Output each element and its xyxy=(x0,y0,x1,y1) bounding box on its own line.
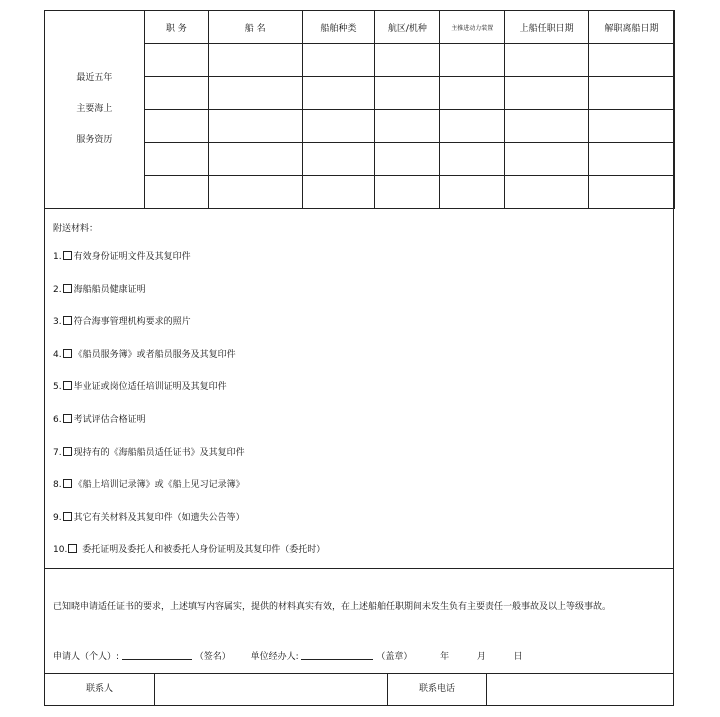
table-cell[interactable] xyxy=(589,44,675,77)
table-cell[interactable] xyxy=(375,176,440,209)
checkbox[interactable] xyxy=(63,349,72,358)
attachments-section xyxy=(45,209,673,569)
attachment-item xyxy=(53,414,325,447)
table-cell[interactable] xyxy=(440,110,505,143)
table-cell[interactable] xyxy=(440,143,505,176)
table-cell[interactable] xyxy=(440,44,505,77)
month-label: 月 xyxy=(476,652,486,662)
sea-service-table xyxy=(44,10,675,209)
table-cell[interactable] xyxy=(375,143,440,176)
attachments-title: 附送材料： xyxy=(53,224,99,234)
attachment-text: 其它有关材料及其复印件（如遗失公告等） xyxy=(73,512,245,523)
attachment-item xyxy=(53,349,325,382)
unit-seal-note: （盖章） xyxy=(376,652,413,662)
contact-phone-label: 联系电话 xyxy=(388,674,487,705)
attachments-list xyxy=(53,251,325,577)
table-cell[interactable] xyxy=(375,77,440,110)
declaration-statement: 已知晓申请适任证书的要求，上述填写内容属实，提供的材料真实有效，在上述船舶任职期间未发生负有主要责任一般事故及以上等级事故。 xyxy=(53,602,612,612)
table-cell[interactable] xyxy=(144,143,208,176)
table-cell[interactable] xyxy=(144,77,208,110)
table-cell[interactable] xyxy=(302,44,375,77)
table-cell[interactable] xyxy=(302,77,375,110)
table-cell[interactable] xyxy=(589,176,675,209)
attachment-number: 7. xyxy=(53,447,62,458)
attachment-text: 毕业证或岗位适任培训证明及其复印件 xyxy=(73,382,227,393)
table-cell[interactable] xyxy=(440,176,505,209)
table-cell[interactable] xyxy=(505,143,589,176)
attachment-item xyxy=(53,251,325,284)
header-ship-type: 船舶种类 xyxy=(302,11,375,44)
table-cell[interactable] xyxy=(208,110,302,143)
header-position: 职 务 xyxy=(144,11,208,44)
table-cell[interactable] xyxy=(302,176,375,209)
row-label-line: 最近五年 xyxy=(76,73,113,83)
table-cell[interactable] xyxy=(144,110,208,143)
checkbox[interactable] xyxy=(63,447,72,456)
checkbox[interactable] xyxy=(63,381,72,390)
contact-person-label: 联系人 xyxy=(45,674,155,705)
attachment-number: 9. xyxy=(53,512,62,523)
row-label-line: 主要海上 xyxy=(76,104,113,114)
table-cell[interactable] xyxy=(144,44,208,77)
attachment-number: 4. xyxy=(53,349,62,360)
attachment-number: 3. xyxy=(53,317,62,328)
table-cell[interactable] xyxy=(505,77,589,110)
checkbox[interactable] xyxy=(63,316,72,325)
table-cell[interactable] xyxy=(208,143,302,176)
table-header-row xyxy=(45,11,675,44)
attachment-item xyxy=(53,447,325,480)
attachment-item xyxy=(53,479,325,512)
table-cell[interactable] xyxy=(208,44,302,77)
table-cell[interactable] xyxy=(302,143,375,176)
attachment-number: 8. xyxy=(53,480,62,491)
signature-line xyxy=(53,649,523,662)
table-cell[interactable] xyxy=(208,176,302,209)
declaration-section xyxy=(45,569,673,674)
attachment-number: 2. xyxy=(53,284,62,295)
table-cell[interactable] xyxy=(375,44,440,77)
contact-row xyxy=(45,674,673,705)
header-boarding-date: 上船任职日期 xyxy=(505,11,589,44)
attachment-text: 考试评估合格证明 xyxy=(73,414,146,425)
table-cell[interactable] xyxy=(208,77,302,110)
day-label: 日 xyxy=(513,652,523,662)
attachment-item xyxy=(53,284,325,317)
checkbox[interactable] xyxy=(63,251,72,260)
header-ship-name: 船 名 xyxy=(208,11,302,44)
attachment-item xyxy=(53,316,325,349)
table-cell[interactable] xyxy=(589,110,675,143)
table-cell[interactable] xyxy=(302,110,375,143)
table-cell[interactable] xyxy=(375,110,440,143)
attachment-number: 1. xyxy=(53,252,62,262)
applicant-sign-note: （签名） xyxy=(194,652,231,662)
table-cell[interactable] xyxy=(144,176,208,209)
header-leaving-date: 解职离船日期 xyxy=(589,11,675,44)
attachment-text: 符合海事管理机构要求的照片 xyxy=(73,317,191,328)
application-form xyxy=(44,10,674,706)
checkbox[interactable] xyxy=(68,544,77,553)
header-propulsion: 主推进动力装置 xyxy=(440,11,505,44)
table-cell[interactable] xyxy=(505,44,589,77)
attachment-number: 10. xyxy=(53,545,68,556)
attachment-number: 5. xyxy=(53,382,62,393)
row-label-line: 服务资历 xyxy=(76,135,113,145)
attachment-text: 有效身份证明文件及其复印件 xyxy=(73,252,191,262)
checkbox[interactable] xyxy=(63,284,72,293)
contact-phone-field[interactable] xyxy=(487,674,673,705)
table-cell[interactable] xyxy=(505,110,589,143)
checkbox[interactable] xyxy=(63,512,72,521)
year-label: 年 xyxy=(440,652,450,662)
checkbox[interactable] xyxy=(63,479,72,488)
attachment-text: 现持有的《海船船员适任证书》及其复印件 xyxy=(73,447,245,458)
applicant-signature-field[interactable] xyxy=(122,650,192,660)
contact-person-field[interactable] xyxy=(155,674,388,705)
table-cell[interactable] xyxy=(589,77,675,110)
table-cell[interactable] xyxy=(589,143,675,176)
sea-service-row-label xyxy=(45,11,145,209)
attachment-text: 《船上培训记录簿》或《船上见习记录簿》 xyxy=(73,480,245,491)
attachment-item xyxy=(53,512,325,545)
header-navigation-area: 航区/机种 xyxy=(375,11,440,44)
attachment-text: 委托证明及委托人和被委托人身份证明及其复印件（委托时） xyxy=(79,545,326,556)
attachment-text: 《船员服务簿》或者船员服务及其复印件 xyxy=(73,349,236,360)
unit-officer-field[interactable] xyxy=(301,650,373,660)
applicant-label: 申请人（个人）: xyxy=(53,652,120,662)
attachment-item xyxy=(53,381,325,414)
attachment-text: 海船船员健康证明 xyxy=(73,284,146,295)
checkbox[interactable] xyxy=(63,414,72,423)
attachment-number: 6. xyxy=(53,414,62,425)
unit-officer-label: 单位经办人: xyxy=(250,652,299,662)
table-cell[interactable] xyxy=(440,77,505,110)
table-cell[interactable] xyxy=(505,176,589,209)
